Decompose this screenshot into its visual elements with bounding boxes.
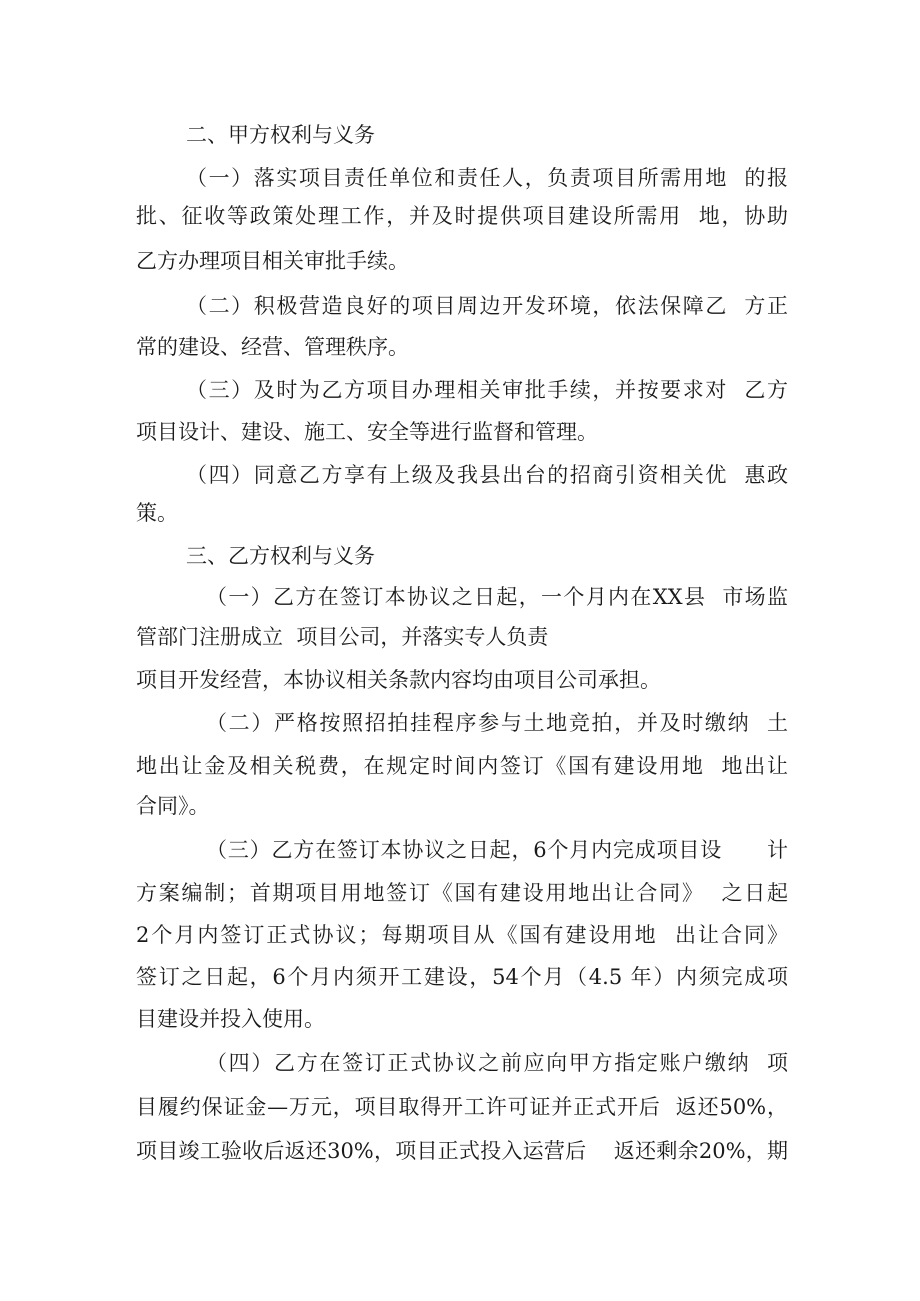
section-heading-3: 三、乙方权利与义务 [186, 544, 375, 568]
paragraph-line: 项目设计、建设、施工、安全等进行监督和管理。 [136, 420, 598, 444]
paragraph-line: 目建设并投入使用。 [136, 1007, 325, 1031]
paragraph-line: （三）乙方在签订本协议之日起，6个月内完成项目设 计 [206, 838, 788, 862]
paragraph-line: （四）同意乙方享有上级及我县出台的招商引资相关优 惠政 [186, 463, 788, 487]
paragraph-line: （一）落实项目责任单位和责任人，负责项目所需用地 的报 [186, 166, 788, 190]
paragraph-line: 方案编制；首期项目用地签订《国有建设用地出让合同》 之日起 [136, 881, 788, 905]
paragraph-line: （一）乙方在签订本协议之日起，一个月内在XX县 市场监 [206, 585, 788, 609]
paragraph-line: （二）积极营造良好的项目周边开发环境，依法保障乙 方正 [186, 294, 788, 318]
paragraph-line: 项目竣工验收后返还30%，项目正式投入运营后 返还剩余20%，期 [136, 1139, 788, 1163]
paragraph-line: 2个月内签订正式协议；每期项目从《国有建设用地 出让合同》 [136, 923, 788, 947]
paragraph-line: 签订之日起，6个月内须开工建设，54个月（4.5 年）内须完成项 [136, 965, 788, 989]
paragraph-line: 策。 [136, 501, 178, 525]
paragraph-line: （二）严格按照招拍挂程序参与土地竞拍，并及时缴纳 土 [206, 711, 788, 735]
paragraph-line: 乙方办理项目相关审批手续。 [136, 249, 409, 273]
paragraph-line: 项目开发经营，本协议相关条款内容均由项目公司承担。 [136, 668, 661, 692]
paragraph-line: 常的建设、经营、管理秩序。 [136, 335, 409, 359]
section-heading-2: 二、甲方权利与义务 [186, 123, 375, 147]
paragraph-line: （四）乙方在签订正式协议之前应向甲方指定账户缴纳 项 [206, 1051, 788, 1075]
paragraph-line: 地出让金及相关税费，在规定时间内签订《国有建设用地 地出让 [136, 754, 788, 778]
paragraph-line: 合同》。 [136, 794, 210, 818]
paragraph-line: 目履约保证金—万元，项目取得开工许可证并正式开后 返还50%， [136, 1095, 788, 1119]
paragraph-line: （三）及时为乙方项目办理相关审批手续，并按要求对 乙方 [186, 378, 788, 402]
paragraph-line: 管部门注册成立 项目公司，并落实专人负责 [136, 625, 549, 649]
paragraph-line: 批、征收等政策处理工作，并及时提供项目建设所需用 地，协助 [136, 204, 788, 228]
